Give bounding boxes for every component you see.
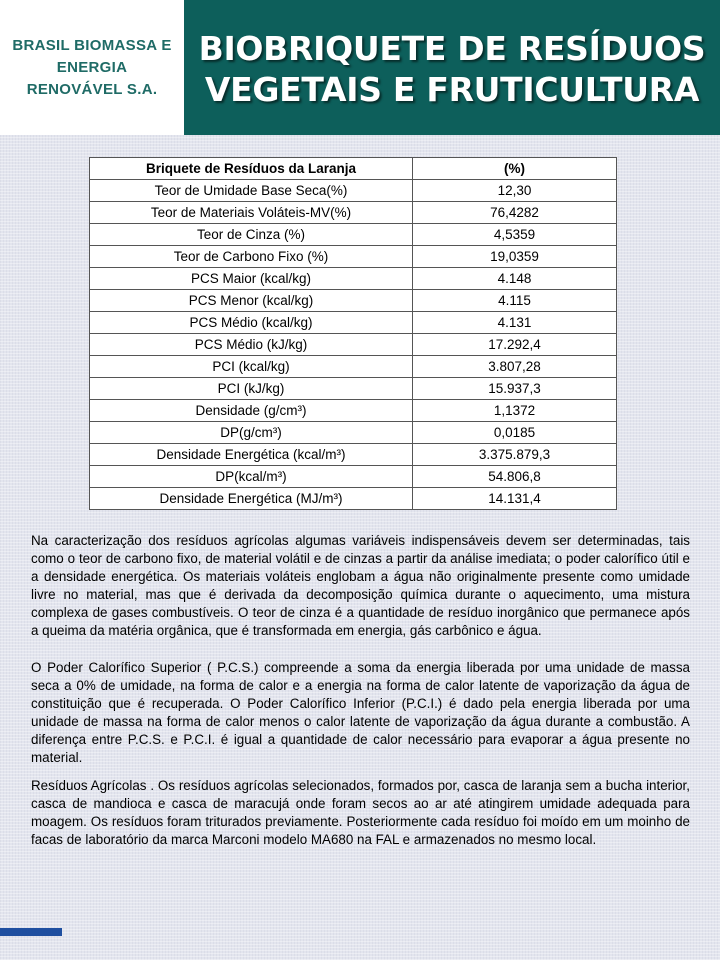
value-cell: 15.937,3 [413,378,617,400]
table-header-row [90,158,617,180]
paragraph-calorific-power: O Poder Calorífico Superior ( P.C.S.) compreende a soma da energia liberada por uma unidade de massa seca a 0% de umidade, na forma de calor e a energia na forma de calor latente de vaporização da água de constituição que é recuperada. O Poder Calorífico Inferior (P.C.I.) é dado pela energia liberada por uma unidade de massa na forma de calor menos o calor latente de vaporização da água durante a combustão. A diferença entre P.C.S. e P.C.I. é igual a quantidade de calor necessário para evaporar a água presente no material. [31,659,690,766]
property-cell: PCS Menor (kcal/kg) [90,290,413,312]
property-cell: PCS Médio (kcal/kg) [90,312,413,334]
table-row [90,180,617,202]
value-cell: 4.115 [413,290,617,312]
value-cell: 0,0185 [413,422,617,444]
table-row [90,312,617,334]
value-cell: 3.375.879,3 [413,444,617,466]
value-cell: 1,1372 [413,400,617,422]
company-logo-box [0,0,184,135]
property-cell: Teor de Cinza (%) [90,224,413,246]
paragraph-agricultural-residues: Resíduos Agrícolas . Os resíduos agrícolas selecionados, formados por, casca de laranja sem a bucha interior, casca de mandioca e casca de maracujá onde foram secos ao ar até atingirem umidade adequada para moagem. Os resíduos foram triturados previamente. Posteriormente cada resíduo foi moído em um moinho de facas de laboratório da marca Marconi modelo MA680 na FAL e armazenados no mesmo local. [31,778,690,848]
property-cell: DP(g/cm³) [90,422,413,444]
property-cell: Teor de Materiais Voláteis-MV(%) [90,202,413,224]
value-cell: 3.807,28 [413,356,617,378]
column-header-value: (%) [413,158,617,180]
table-row [90,378,617,400]
table-row [90,246,617,268]
value-cell: 4.131 [413,312,617,334]
property-cell: DP(kcal/m³) [90,466,413,488]
value-cell: 14.131,4 [413,488,617,510]
property-cell: Teor de Carbono Fixo (%) [90,246,413,268]
property-cell: Densidade Energética (MJ/m³) [90,488,413,510]
property-cell: PCI (kcal/kg) [90,356,413,378]
table-row [90,488,617,510]
value-cell: 4.148 [413,268,617,290]
paragraph-characterization: Na caracterização dos resíduos agrícolas algumas variáveis indispensáveis devem ser determinadas, tais como o teor de carbono fixo, de material volátil e de cinzas a partir da análise imediata; o poder calorífico útil e a densidade energética. Os materiais voláteis englobam a água não originalmente presente como umidade livre no material, mas que é derivada da decomposição química durante o aquecimento, uma mistura complexa de gases combustíveis. O teor de cinza é a quantidade de resíduo inorgânico que permanece após a queima da matéria orgânica, que é transformada em energia, gás carbônico e água. [31,533,690,639]
table-row [90,356,617,378]
briquette-properties-table [89,157,617,510]
property-cell: Densidade Energética (kcal/m³) [90,444,413,466]
value-cell: 76,4282 [413,202,617,224]
table-row [90,290,617,312]
table-row [90,224,617,246]
page-header [0,0,720,135]
company-name: BRASIL BIOMASSA E ENERGIA RENOVÁVEL S.A. [12,36,172,98]
table-row [90,422,617,444]
property-cell: PCI (kJ/kg) [90,378,413,400]
column-header-property: Briquete de Resíduos da Laranja [90,158,413,180]
property-cell: PCS Maior (kcal/kg) [90,268,413,290]
property-cell: Teor de Umidade Base Seca(%) [90,180,413,202]
property-cell: PCS Médio (kJ/kg) [90,334,413,356]
value-cell: 54.806,8 [413,466,617,488]
title-line-2: VEGETAIS E FRUTICULTURA [204,69,700,109]
value-cell: 19,0359 [413,246,617,268]
table-row [90,466,617,488]
table-row [90,444,617,466]
table-row [90,400,617,422]
table-row [90,268,617,290]
table-row [90,334,617,356]
footer-accent-bar [0,928,62,936]
table-row [90,202,617,224]
property-cell: Densidade (g/cm³) [90,400,413,422]
title-banner [184,0,720,135]
value-cell: 4,5359 [413,224,617,246]
title-line-1: BIOBRIQUETE DE RESÍDUOS [198,28,706,68]
body-text [31,532,690,850]
page-title [199,26,706,110]
value-cell: 12,30 [413,180,617,202]
value-cell: 17.292,4 [413,334,617,356]
